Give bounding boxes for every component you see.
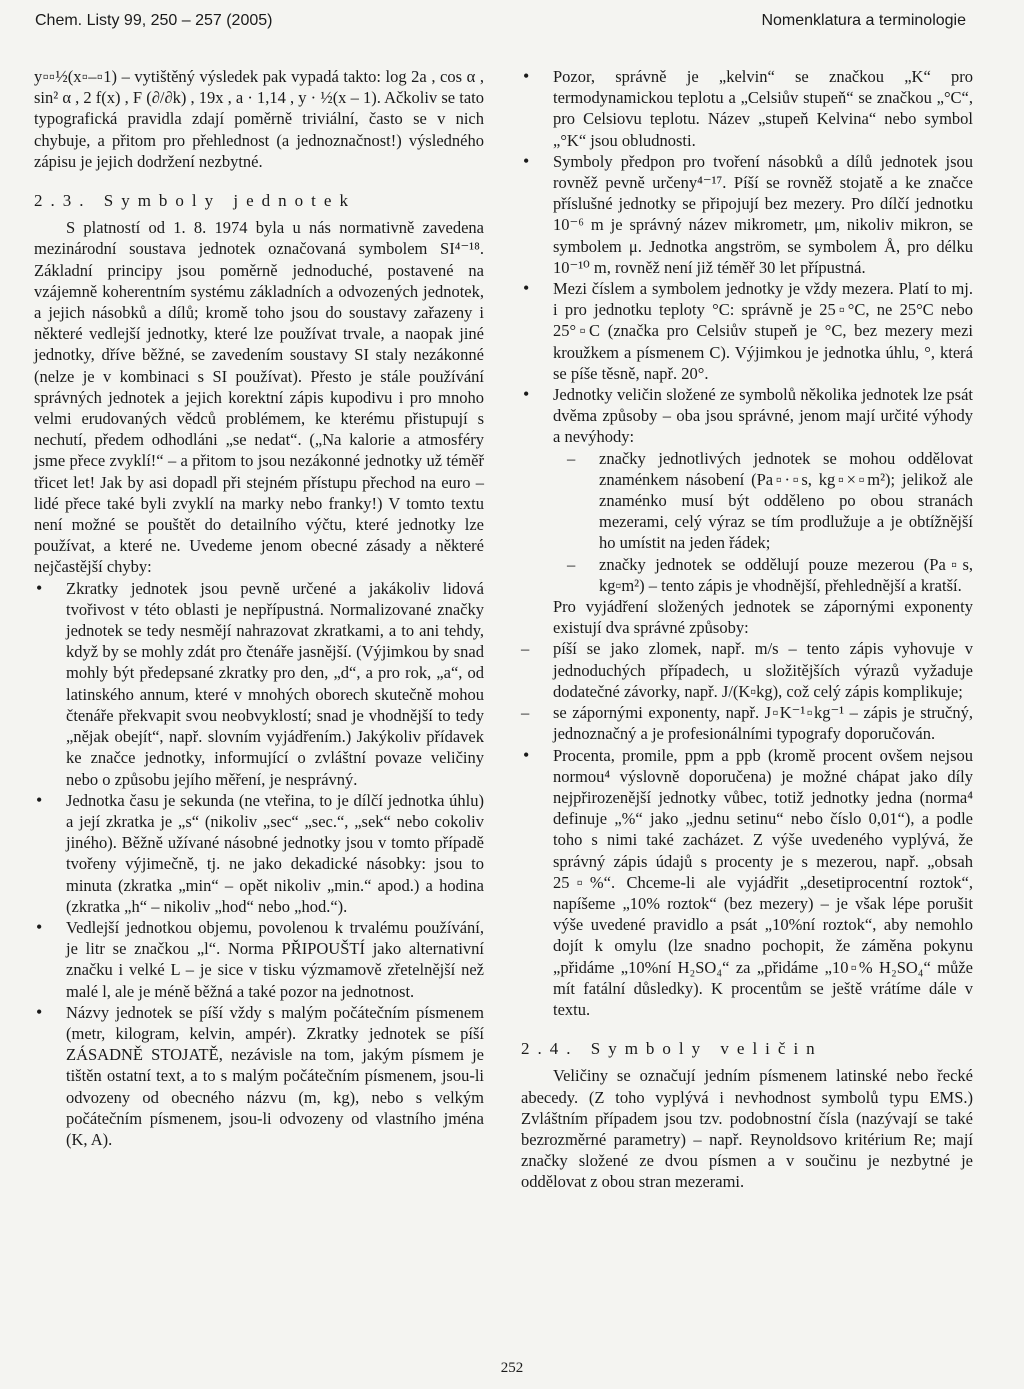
paragraph-quantities: Veličiny se označují jedním písmenem latinské nebo řecké abecedy. (Z toho vyplývá i nevhodnost symbolů typu EMS.) Zvláštním případem jsou tzv. podobnostní čísla (nazývají se také bezrozměrné parametry) – např. Reynoldsovo kritérium Re; mají značky složené ze dvou písmen a v součinu je nezbytné je oddělovat z obou stran mezerami. xyxy=(521,1066,973,1192)
dash-item: – značky jednotek se oddělují pouze mezerou (Pa▫s, kg▫m²) – tento zápis je vhodnější, přehlednější a kratší. xyxy=(553,554,973,596)
list-item: • Vedlejší jednotkou objemu, povolenou k trvalému používání, je litr se značkou „l“. Norma PŘIPOUŠTÍ jako alternativní značku i velké L – je sice v tisku výzmamově zřetelnější než malé l, ale je méně běžná a také pozor na jednotnost. xyxy=(34,917,484,1002)
list-item-text: Jednotky veličin složené ze symbolů několika jednotek lze psát dvěma způsoby – oba jsou správné, jenom mají určité výhody a nevýhody: xyxy=(553,385,973,447)
section-heading-quantities: 2.4. Symboly veličin xyxy=(521,1039,823,1059)
dash-item: – značky jednotlivých jednotek se mohou oddělovat znaménkem násobení (Pa▫·▫s, kg▫×▫m²); jelikož ale znaménko musí být odděleno po obou stranách mezerami, celý výraz se tím prodlužuje a je obtížnější ho umístit na jeden řádek; xyxy=(553,448,973,554)
paragraph-negative-exponents: Pro vyjádření složených jednotek se zápornými exponenty existují dva správné způsoby: xyxy=(553,597,973,638)
rules-list-left xyxy=(34,578,484,1150)
right-column xyxy=(521,66,973,1193)
list-item xyxy=(521,384,973,638)
list-item: • Mezi číslem a symbolem jednotky je vždy mezera. Platí to mj. i pro jednotku teploty °C: správně je 25▫°C, ne 25°C nebo 25°▫C (značka pro Celsiův stupeň je °C, bez mezery mezi kroužkem a písmenem C). Výjimkou je jednotka úhlu, °, která se píše těsně, např. 20°. xyxy=(521,278,973,384)
paragraph-si-intro: S platností od 1. 8. 1974 byla u nás normativně zavedena mezinárodní soustava jednotek označovaná symbolem SI⁴⁻¹⁸. Základní principy jsou poměrně jednoduché, postavené na vzájemně koherentním systému základních a odvozených jednotek, a jejich násobků a dílů; kromě toho jsou do soustavy zařazeny i některé vedlejší jednotky, které lze používat trvale, a naopak jiné jednotky, dříve běžné, se zavedením soustavy SI staly nezákonné (nelze je v kombinaci s SI používat). Přesto je stále používání správných jednotek a jejich korektní zápis kupodivu i pro mnoho velmi erudovaných vědců problémem, ke kterému přistupují s nechutí, předem odhodláni „se nedat“. („Na kalorie a atmosféry jsme přece zvyklí!“ – a přitom to jsou nezákonné jednotky už téměř třicet let! Jak by asi dopadl při stejném přístupu přechod na euro – lidé přece také byli zvyklí na marky nebo franky!) V tomto textu není možné se pouštět do detailního výčtu, které jednotky lze používat, a které ne. Uvedeme jenom obecné zásady a některé nejčastější chyby: xyxy=(34,218,484,577)
list-item: • Symboly předpon pro tvoření násobků a dílů jednotek jsou rovněž pevně určeny⁴⁻¹⁷. Píší se rovněž stojatě a ke značce příslušné jednotky se připojují bez mezery. Pro dílčí jednotku 10⁻⁶ m je správný název mikrometr, μm, nikoliv mikron, se symbolem μ. Jednotka angström, se symbolem Å, pro délku 10⁻¹⁰ m, rovněž není již téměř 30 let přípustná. xyxy=(521,151,973,278)
list-item: • Názvy jednotek se píší vždy s malým počátečním písmenem (metr, kilogram, kelvin, ampér). Zkratky jednotek se píší ZÁSADNĚ STOJATĚ, nezávisle na tom, jakým písmem je tištěn ostatní text, a to s malým počátečním písmenem, jsou-li odvozeny od obecného názvu (m, kg), nebo s velkým počátečním písmenem, jsou-li odvozeny od vlastního jména (K, A). xyxy=(34,1002,484,1150)
dash-item: – píší se jako zlomek, např. m/s – tento zápis vyhovuje v jednoduchých případech, u složitějších výrazů vyžaduje dodatečné závorky, např. J/(K▫kg), což celý zápis komplikuje; xyxy=(507,638,973,702)
list-item: • Zkratky jednotek jsou pevně určené a jakákoliv lidová tvořivost v této oblasti je nepřípustná. Normalizované značky jednotek se tedy nesmějí nahrazovat zkratkami, a to ani tehdy, když by se mohly zdát pro čtenáře jasnější. (Výjimkou by snad mohly být předepsané zkratky pro den, „d“, a pro rok, „a“, od latinského annum, které v mnohých oborech skutečně mohou čtenáře překvapit svou neobvyklostí; snad je vhodnější to tedy „nějak obejít“, např. slovním vyjádřením.) Jakýkoliv přídavek ke značce jednotky, informující o zvláštní povaze veličiny nebo o způsobu jejího měření, je nesprávný. xyxy=(34,578,484,790)
rules-list-percent xyxy=(521,745,973,1021)
list-item: • Procenta, promile, ppm a ppb (kromě procent ovšem nejsou normou⁴ výslovně doporučena) je možné chápat jako díly nejpřirozenější jednotky vůbec, totiž jednotky jedna (norma⁴ definuje „%“ jako „jednu setinu“ nebo číslo 0,01“), a podle toho s nimi také zacházet. Z výše uvedeného vyplývá, že správný zápis údajů s procenty je s mezerou, např. „obsah 25▫%“. Chceme-li ale vyjádřit „desetiprocentní roztok“, napíšeme „10% roztok“ (bez mezery) – je však lépe porušit výše uvedené pravidlo a psát „10%ní roztok“, aby nemohlo dojít k omylu (lze snadno pochopit, že záměna pokynu „přidáme „10%ní H₂SO₄“ za „přidáme „10▫% H₂SO₄“ může mít fatální důsledky). K procentům se ještě vrátíme dále v textu. xyxy=(521,745,973,1021)
dash-list-negative xyxy=(507,638,973,744)
list-item: • Pozor, správně je „kelvin“ se značkou „K“ pro termodynamickou teplotu a „Celsiův stupeň“ se značkou „°C“, pro Celsiovu teplotu. Název „stupeň Kelvina“ nebo symbol „°K“ jsou obludnosti. xyxy=(521,66,973,151)
dash-list-composite xyxy=(553,448,973,596)
page-number: 252 xyxy=(500,1360,524,1376)
left-column xyxy=(34,66,484,1150)
dash-item: – se zápornými exponenty, např. J▫K⁻¹▫kg⁻¹ – zápis je stručný, jednoznačný a je profesionálními typografy doporučován. xyxy=(507,702,973,744)
paragraph-typography: y▫▫½(x▫–▫1) – vytištěný výsledek pak vypadá takto: log 2a , cos α , sin² α , 2 f(x) , F (∂/∂k) , 19x , a · 1,14 , y · ½(x – 1). Ačkoliv se tato typografická pravidla zdají poměrně triviální, často se v nich chybuje, a přitom pro přehlednost (a jednoznačnost!) výsledného zápisu je jejich dodržení nezbytné. xyxy=(34,67,484,171)
rules-list-right xyxy=(521,66,973,638)
section-heading-units: 2.3. Symboly jednotek xyxy=(34,191,356,211)
section-title: Nomenklatura a terminologie xyxy=(761,12,966,29)
list-item: • Jednotka času je sekunda (ne vteřina, to je dílčí jednotka úhlu) a její zkratka je „s“ (nikoliv „sec“ „sec.“, „sek“ nebo cokoliv jiného). Běžně užívané násobné jednotky jsou v tomto případě tvořeny výjimečně, tj. ne jako dekadické násobky: jsou to minuta (zkratka „min“ – opět nikoliv „min.“ apod.) a hodina (zkratka „h“ – nikoliv „hod“ nebo „hod.“). xyxy=(34,790,484,917)
journal-citation: Chem. Listy 99, 250 – 257 (2005) xyxy=(35,12,273,29)
